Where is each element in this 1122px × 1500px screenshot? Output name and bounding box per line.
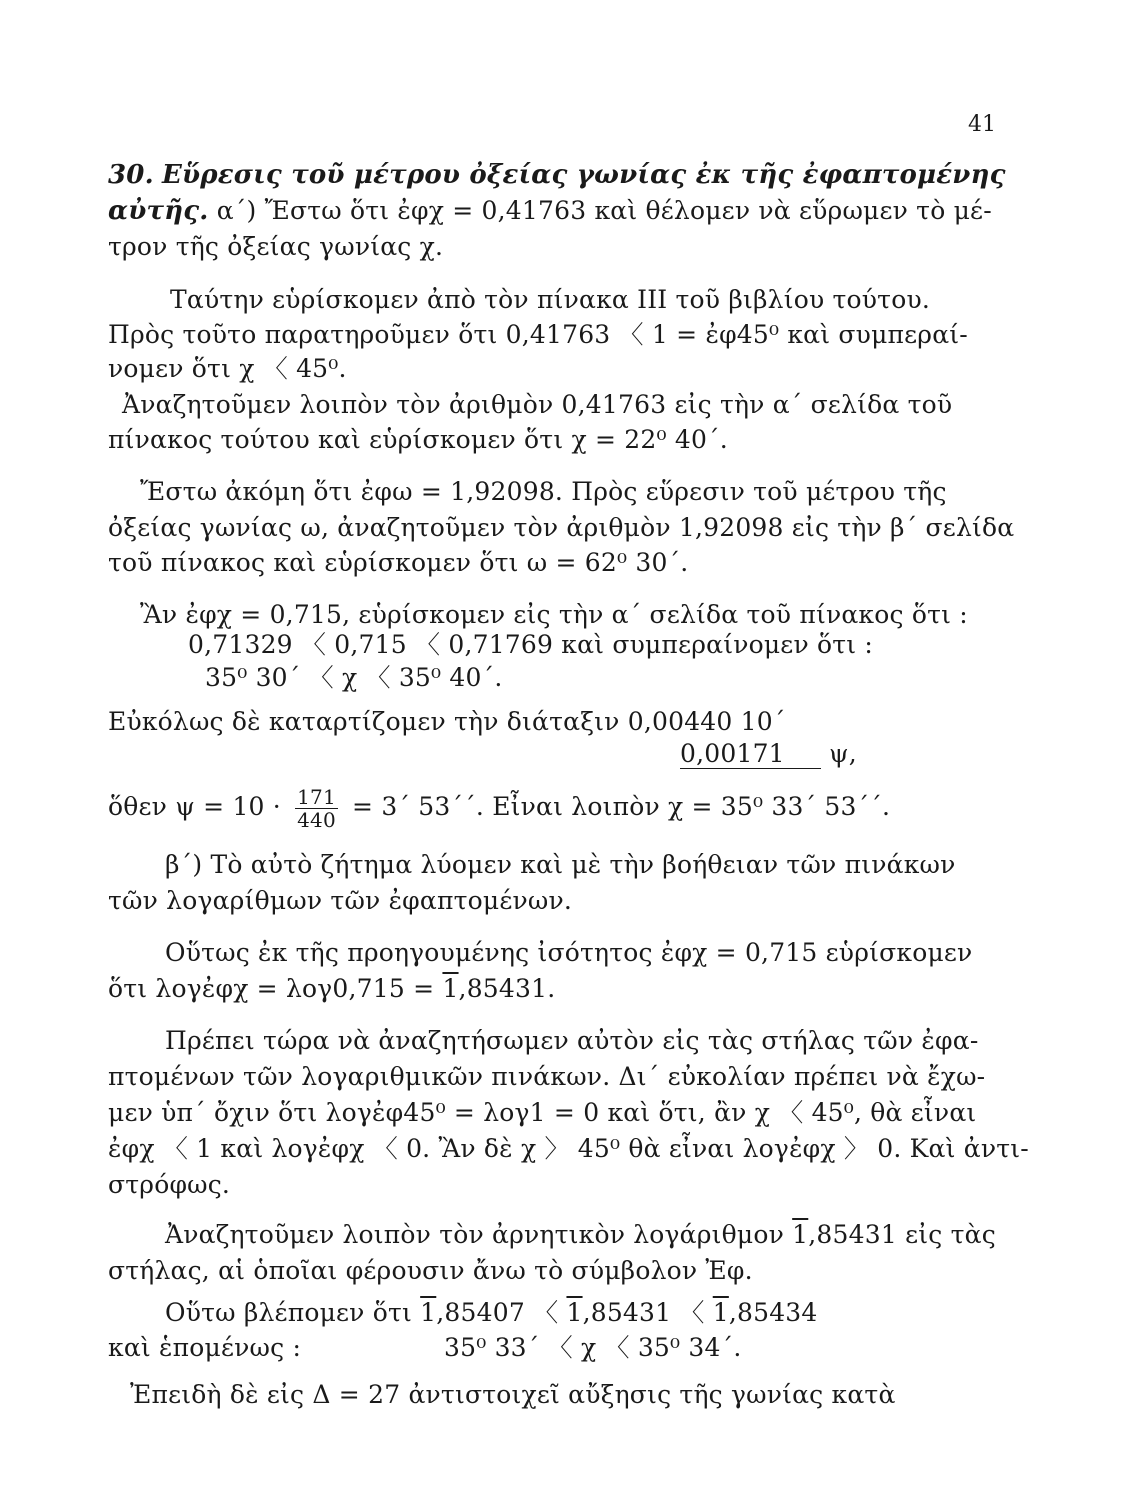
text-line: Πρέπει τώρα νὰ ἀναζητήσωμεν αὐτὸν εἰς τὰς στήλας τῶν ἐφα- [165, 1026, 979, 1055]
text-line: 35⁰ 33΄ 〈 χ 〈 35⁰ 34΄. [444, 1333, 742, 1362]
text-line: στρόφως. [108, 1170, 231, 1199]
text-line: στήλας, αἱ ὁποῖαι φέρουσιν ἄνω τὸ σύμβολον Ἐφ. [108, 1256, 753, 1285]
text-span: ,85431 〈 [582, 1298, 713, 1327]
text-line [680, 737, 857, 771]
text-line: νομεν ὅτι χ 〈 45⁰. [108, 354, 347, 383]
text-line: πίνακος τούτου καὶ εὑρίσκομεν ὅτι χ = 22⁰ 40΄. [108, 425, 728, 454]
text-span: ὅτι λογἐφχ = λογ0,715 = [108, 974, 443, 1003]
text-line: ἐφχ 〈 1 καὶ λογἐφχ 〈 0. Ἂν δὲ χ 〉 45⁰ θὰ εἶναι λογἐφχ 〉 0. Καὶ ἀντι- [108, 1134, 1029, 1163]
negative-characteristic: 1 [442, 974, 459, 1003]
text-span: ,85431. [458, 974, 556, 1003]
fraction [295, 786, 338, 831]
text-line: τῶν λογαρίθμων τῶν ἐφαπτομένων. [108, 886, 573, 915]
section-number: 30. [108, 160, 154, 190]
text-line [165, 1218, 996, 1252]
text-span: ,85434 [728, 1298, 818, 1327]
text-line: πτομένων τῶν λογαριθμικῶν πινάκων. Δι΄ εὐκολίαν πρέπει νὰ ἔχω- [108, 1062, 986, 1091]
negative-characteristic: 1 [792, 1220, 809, 1249]
text-line: τρον τῆς ὀξείας γωνίας χ. [108, 232, 444, 261]
paragraph-text: α΄) Ἔστω ὅτι ἐφχ = 0,41763 καὶ θέλομεν νὰ εὕρωμεν τὸ μέ- [216, 196, 992, 225]
text-line [108, 972, 555, 1006]
text-line: Ἂν ἐφχ = 0,715, εὑρίσκομεν εἰς τὴν α΄ σελίδα τοῦ πίνακος ὅτι : [140, 600, 968, 629]
text-line: Ἔστω ἀκόμη ὅτι ἐφω = 1,92098. Πρὸς εὕρεσιν τοῦ μέτρου τῆς [140, 477, 947, 506]
text-line: Εὐκόλως δὲ καταρτίζομεν τὴν διάταξιν 0,00440 10΄ [108, 707, 786, 736]
page-number: 41 [968, 112, 996, 137]
negative-characteristic: 1 [566, 1298, 583, 1327]
section-heading [108, 158, 1006, 192]
text-line: Πρὸς τοῦτο παρατηροῦμεν ὅτι 0,41763 〈 1 = ἐφ45⁰ καὶ συμπεραί- [108, 320, 968, 349]
text-line: 0,71329 〈 0,715 〈 0,71769 καὶ συμπεραίνομεν ὅτι : [188, 630, 874, 659]
fraction-denominator: 440 [297, 808, 336, 832]
text-line: Ἀναζητοῦμεν λοιπὸν τὸν ἀριθμὸν 0,41763 εἰς τὴν α΄ σελίδα τοῦ [122, 390, 953, 419]
text-line: ὀξείας γωνίας ω, ἀναζητοῦμεν τὸν ἀριθμὸν 1,92098 εἰς τὴν β΄ σελίδα [108, 513, 1015, 542]
section-title: Εὕρεσις τοῦ μέτρου ὀξείας γωνίας ἐκ τῆς ἐφαπτομένης [162, 160, 1006, 190]
text-line [165, 1296, 818, 1330]
text-span: Οὕτω βλέπομεν ὅτι [165, 1298, 421, 1327]
formula-start: ὅθεν ψ = 10 · [108, 792, 281, 821]
text-line: β΄) Τὸ αὐτὸ ζήτημα λύομεν καὶ μὲ τὴν βοήθειαν τῶν πινάκων [165, 850, 956, 879]
fraction-value: 0,00171 [680, 739, 821, 769]
text-line: καὶ ἑπομένως : [108, 1333, 302, 1362]
variable-psi: ψ, [828, 739, 857, 768]
text-line: Οὕτως ἐκ τῆς προηγουμένης ἰσότητος ἐφχ = 0,715 εὑρίσκομεν [165, 938, 973, 967]
section-title-end: αὐτῆς. [108, 196, 209, 226]
text-span: ,85407 〈 [436, 1298, 567, 1327]
formula-line [108, 786, 890, 831]
text-line: μεν ὑπ΄ ὄχιν ὅτι λογἐφ45⁰ = λογ1 = 0 καὶ ὅτι, ἂν χ 〈 45⁰, θὰ εἶναι [108, 1098, 977, 1127]
negative-characteristic: 1 [420, 1298, 437, 1327]
text-line: Ταύτην εὑρίσκομεν ἀπὸ τὸν πίνακα ΙΙΙ τοῦ βιβλίου τούτου. [170, 285, 931, 314]
formula-end: = 3΄ 53΄΄. Εἶναι λοιπὸν χ = 35⁰ 33΄ 53΄΄. [352, 792, 891, 821]
text-span: Ἀναζητοῦμεν λοιπὸν τὸν ἀρνητικὸν λογάριθμον [165, 1220, 793, 1249]
text-line: Ἐπειδὴ δὲ εἰς Δ = 27 ἀντιστοιχεῖ αὔξησις τῆς γωνίας κατὰ [130, 1380, 896, 1409]
text-line: 35⁰ 30΄ 〈 χ 〈 35⁰ 40΄. [205, 663, 503, 692]
fraction-numerator: 171 [297, 785, 336, 809]
text-span: ,85431 εἰς τὰς [808, 1220, 996, 1249]
text-line: τοῦ πίνακος καὶ εὑρίσκομεν ὅτι ω = 62⁰ 30΄. [108, 548, 689, 577]
text-line [108, 194, 992, 228]
negative-characteristic: 1 [712, 1298, 729, 1327]
